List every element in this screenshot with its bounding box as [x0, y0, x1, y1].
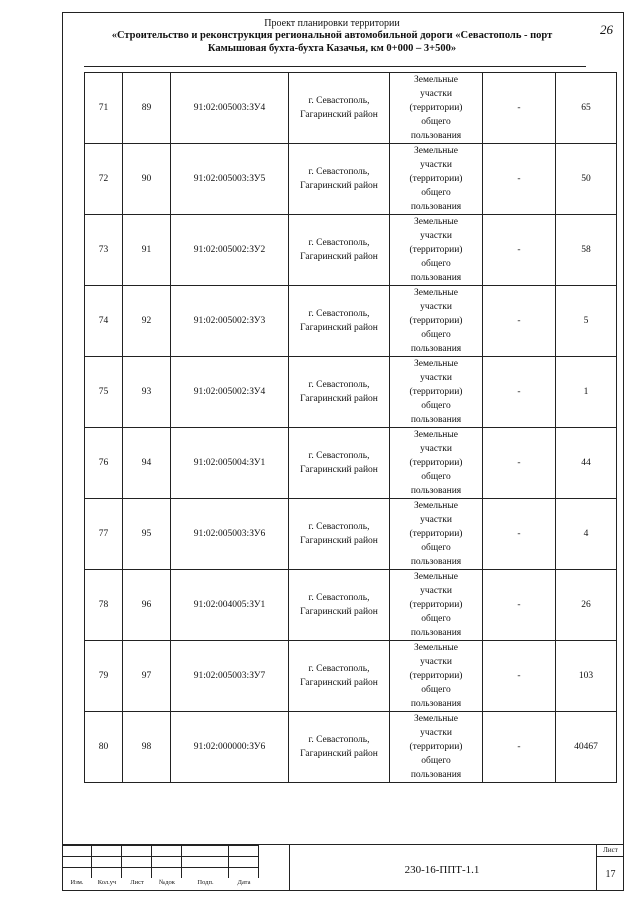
cadastral-number-cell: 91:02:005002:ЗУ3	[171, 286, 289, 357]
land-category-line: (территории)	[409, 245, 463, 255]
row-number-cell: 71	[85, 73, 123, 144]
row-number-cell: 78	[85, 570, 123, 641]
area-cell: 40467	[556, 712, 617, 783]
address-cell	[289, 499, 390, 570]
land-category-line: участки	[420, 515, 452, 525]
position-cell: 89	[123, 73, 171, 144]
area-cell: 4	[556, 499, 617, 570]
land-category-line: пользования	[410, 628, 462, 638]
area-cell: 26	[556, 570, 617, 641]
table-row	[85, 641, 617, 712]
address-cell	[289, 215, 390, 286]
address-line: Гагаринский район	[300, 536, 378, 546]
dash-cell: -	[483, 215, 556, 286]
address-line: Гагаринский район	[300, 749, 378, 759]
stamp-column-label: Изм.	[70, 879, 84, 886]
dash-cell: -	[483, 144, 556, 215]
header-title-line-2: Камышовая бухта-бухта Казачья, км 0+000 – 3+500»	[207, 42, 457, 54]
address-cell	[289, 570, 390, 641]
address-line: Гагаринский район	[300, 323, 378, 333]
land-category-line: Земельные	[414, 359, 458, 369]
sheet-label: Лист	[603, 846, 618, 854]
position-cell: 96	[123, 570, 171, 641]
cadastral-number-cell: 91:02:005002:ЗУ2	[171, 215, 289, 286]
stamp-sheet-divider	[597, 856, 624, 857]
land-category-line: пользования	[410, 557, 462, 567]
header-subtitle: Проект планировки территории	[264, 18, 400, 29]
position-cell: 92	[123, 286, 171, 357]
address-line: г. Севастополь,	[308, 664, 370, 674]
position-cell: 98	[123, 712, 171, 783]
dash-cell: -	[483, 286, 556, 357]
cadastral-number-cell: 91:02:004005:ЗУ1	[171, 570, 289, 641]
dash-cell: -	[483, 712, 556, 783]
stamp-column-label: Подп.	[197, 879, 214, 886]
land-category-line: участки	[420, 160, 452, 170]
land-category-cell	[390, 286, 483, 357]
table-row	[85, 215, 617, 286]
land-category-line: Земельные	[414, 714, 458, 724]
address-line: г. Севастополь,	[308, 522, 370, 532]
address-cell	[289, 641, 390, 712]
area-cell: 58	[556, 215, 617, 286]
row-number-cell: 79	[85, 641, 123, 712]
address-line: Гагаринский район	[300, 252, 378, 262]
land-category-line: участки	[420, 444, 452, 454]
address-line: Гагаринский район	[300, 394, 378, 404]
dash-cell: -	[483, 357, 556, 428]
address-line: г. Севастополь,	[308, 309, 370, 319]
row-number-cell: 75	[85, 357, 123, 428]
land-category-line: общего	[421, 756, 451, 766]
stamp-column-label: Лист	[130, 879, 144, 886]
address-line: г. Севастополь,	[308, 735, 370, 745]
position-cell: 91	[123, 215, 171, 286]
area-cell: 65	[556, 73, 617, 144]
cadastral-number-cell: 91:02:005003:ЗУ5	[171, 144, 289, 215]
land-category-line: Земельные	[414, 643, 458, 653]
land-category-line: участки	[420, 373, 452, 383]
address-line: г. Севастополь,	[308, 96, 370, 106]
land-category-line: Земельные	[414, 430, 458, 440]
land-category-line: участки	[420, 657, 452, 667]
document-header	[66, 18, 598, 55]
table-body	[85, 73, 617, 783]
land-category-line: (территории)	[409, 103, 463, 113]
dash-cell: -	[483, 499, 556, 570]
header-divider	[84, 66, 586, 67]
address-line: Гагаринский район	[300, 181, 378, 191]
address-line: г. Севастополь,	[308, 238, 370, 248]
land-category-line: пользования	[410, 202, 462, 212]
title-block-stamp	[62, 844, 624, 891]
address-line: г. Севастополь,	[308, 593, 370, 603]
position-cell: 95	[123, 499, 171, 570]
land-category-line: пользования	[410, 770, 462, 780]
table-row	[85, 73, 617, 144]
land-category-line: (территории)	[409, 600, 463, 610]
land-category-line: (территории)	[409, 387, 463, 397]
stamp-column-label: Дата	[237, 879, 251, 886]
table-row	[85, 712, 617, 783]
sheet-number: 17	[605, 869, 616, 880]
table-row	[85, 570, 617, 641]
table-row	[85, 499, 617, 570]
land-category-cell	[390, 73, 483, 144]
cadastral-number-cell: 91:02:005003:ЗУ4	[171, 73, 289, 144]
land-category-line: (территории)	[409, 671, 463, 681]
land-category-line: Земельные	[414, 501, 458, 511]
address-cell	[289, 712, 390, 783]
land-category-cell	[390, 641, 483, 712]
land-category-line: пользования	[410, 273, 462, 283]
address-cell	[289, 286, 390, 357]
land-category-line: Земельные	[414, 146, 458, 156]
land-category-line: общего	[421, 543, 451, 553]
land-category-cell	[390, 570, 483, 641]
area-cell: 50	[556, 144, 617, 215]
header-title-line-1: «Строительство и реконструкция региональной автомобильной дороги «Севастополь - порт	[111, 30, 553, 41]
row-number-cell: 72	[85, 144, 123, 215]
land-category-line: (территории)	[409, 174, 463, 184]
area-cell: 1	[556, 357, 617, 428]
dash-cell: -	[483, 570, 556, 641]
address-line: Гагаринский район	[300, 465, 378, 475]
address-cell	[289, 357, 390, 428]
cadastral-number-cell: 91:02:005004:ЗУ1	[171, 428, 289, 499]
land-category-line: Земельные	[414, 572, 458, 582]
cadastral-number-cell: 91:02:005003:ЗУ7	[171, 641, 289, 712]
address-cell	[289, 144, 390, 215]
land-category-cell	[390, 144, 483, 215]
row-number-cell: 77	[85, 499, 123, 570]
land-category-line: общего	[421, 259, 451, 269]
cadastral-number-cell: 91:02:005003:ЗУ6	[171, 499, 289, 570]
address-line: Гагаринский район	[300, 607, 378, 617]
table-row	[85, 357, 617, 428]
land-category-line: пользования	[410, 486, 462, 496]
dash-cell: -	[483, 73, 556, 144]
land-category-line: пользования	[410, 131, 462, 141]
area-cell: 44	[556, 428, 617, 499]
land-category-line: участки	[420, 89, 452, 99]
row-number-cell: 74	[85, 286, 123, 357]
address-line: Гагаринский район	[300, 678, 378, 688]
stamp-column-label: Кол.уч	[97, 879, 117, 886]
position-cell: 93	[123, 357, 171, 428]
land-category-cell	[390, 357, 483, 428]
address-line: г. Севастополь,	[308, 167, 370, 177]
table-row	[85, 428, 617, 499]
land-category-line: (территории)	[409, 458, 463, 468]
cadastral-number-cell: 91:02:005002:ЗУ4	[171, 357, 289, 428]
land-category-line: пользования	[410, 344, 462, 354]
land-category-line: общего	[421, 117, 451, 127]
land-category-line: общего	[421, 614, 451, 624]
land-category-cell	[390, 499, 483, 570]
address-cell	[289, 73, 390, 144]
table-row	[85, 144, 617, 215]
address-line: Гагаринский район	[300, 110, 378, 120]
land-category-line: участки	[420, 586, 452, 596]
row-number-cell: 76	[85, 428, 123, 499]
table-row	[85, 286, 617, 357]
land-category-cell	[390, 215, 483, 286]
land-category-line: участки	[420, 302, 452, 312]
position-cell: 97	[123, 641, 171, 712]
land-category-line: общего	[421, 472, 451, 482]
cadastral-number-cell: 91:02:000000:ЗУ6	[171, 712, 289, 783]
dash-cell: -	[483, 641, 556, 712]
address-line: г. Севастополь,	[308, 380, 370, 390]
land-category-line: Земельные	[414, 75, 458, 85]
area-cell: 103	[556, 641, 617, 712]
stamp-column-label: №док	[159, 879, 175, 886]
land-category-cell	[390, 428, 483, 499]
land-category-line: общего	[421, 685, 451, 695]
land-category-line: (территории)	[409, 316, 463, 326]
land-category-line: общего	[421, 401, 451, 411]
position-cell: 94	[123, 428, 171, 499]
area-cell: 5	[556, 286, 617, 357]
document-code: 230-16-ППТ-1.1	[404, 864, 480, 876]
address-cell	[289, 428, 390, 499]
land-category-line: (территории)	[409, 529, 463, 539]
land-plots-table	[84, 72, 617, 783]
land-category-line: участки	[420, 728, 452, 738]
dash-cell: -	[483, 428, 556, 499]
land-category-line: Земельные	[414, 288, 458, 298]
row-number-cell: 80	[85, 712, 123, 783]
land-category-line: общего	[421, 188, 451, 198]
land-category-line: пользования	[410, 699, 462, 709]
land-category-line: Земельные	[414, 217, 458, 227]
row-number-cell: 73	[85, 215, 123, 286]
address-line: г. Севастополь,	[308, 451, 370, 461]
land-category-line: общего	[421, 330, 451, 340]
land-category-line: (территории)	[409, 742, 463, 752]
land-category-cell	[390, 712, 483, 783]
land-category-line: участки	[420, 231, 452, 241]
page-number: 26	[600, 22, 613, 37]
position-cell: 90	[123, 144, 171, 215]
land-category-line: пользования	[410, 415, 462, 425]
